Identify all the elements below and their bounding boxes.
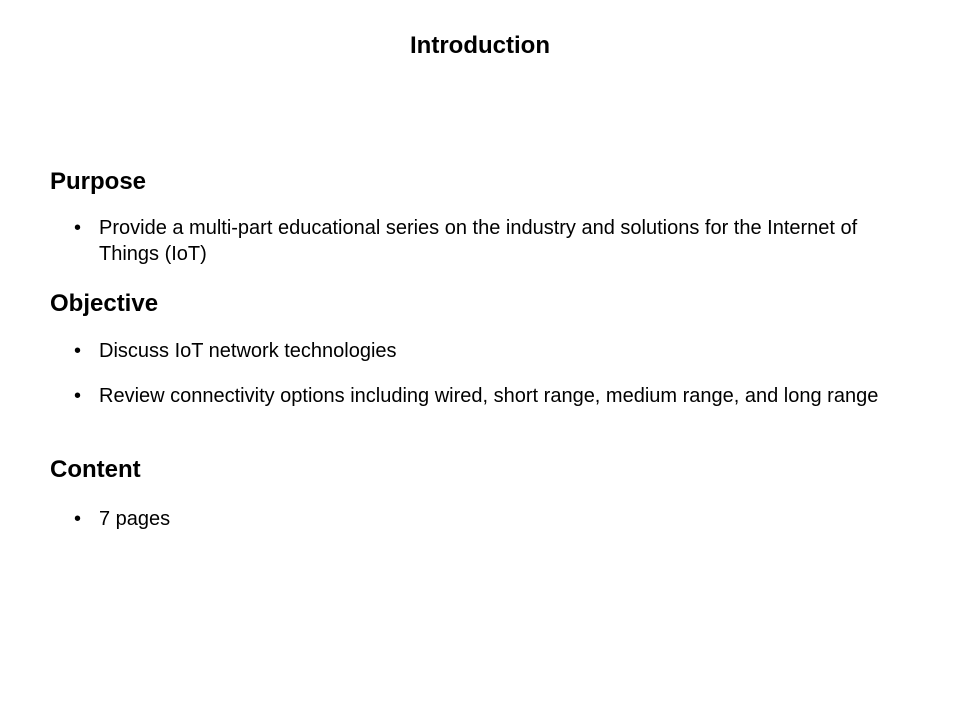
section-heading-content: Content xyxy=(50,456,141,483)
bullet-marker: • xyxy=(74,508,82,530)
bullet-marker: • xyxy=(74,217,82,239)
bullet-text: 7 pages xyxy=(99,508,171,530)
bullet-item xyxy=(74,215,904,267)
bullet-item xyxy=(74,338,904,364)
bullet-marker: • xyxy=(74,340,82,362)
bullet-text: Discuss IoT network technologies xyxy=(99,340,397,362)
bullet-item xyxy=(74,506,904,532)
bullet-marker: • xyxy=(74,385,82,407)
slide-title: Introduction xyxy=(410,32,550,59)
section-heading-purpose: Purpose xyxy=(50,168,147,195)
section-heading-objective: Objective xyxy=(50,290,159,317)
bullet-text: Review connectivity options including wired, short range, medium range, and long range xyxy=(99,385,879,407)
bullet-text: Provide a multi-part educational series on the industry and solutions for the Internet of Things (IoT) xyxy=(99,217,858,265)
bullet-item xyxy=(74,383,904,409)
